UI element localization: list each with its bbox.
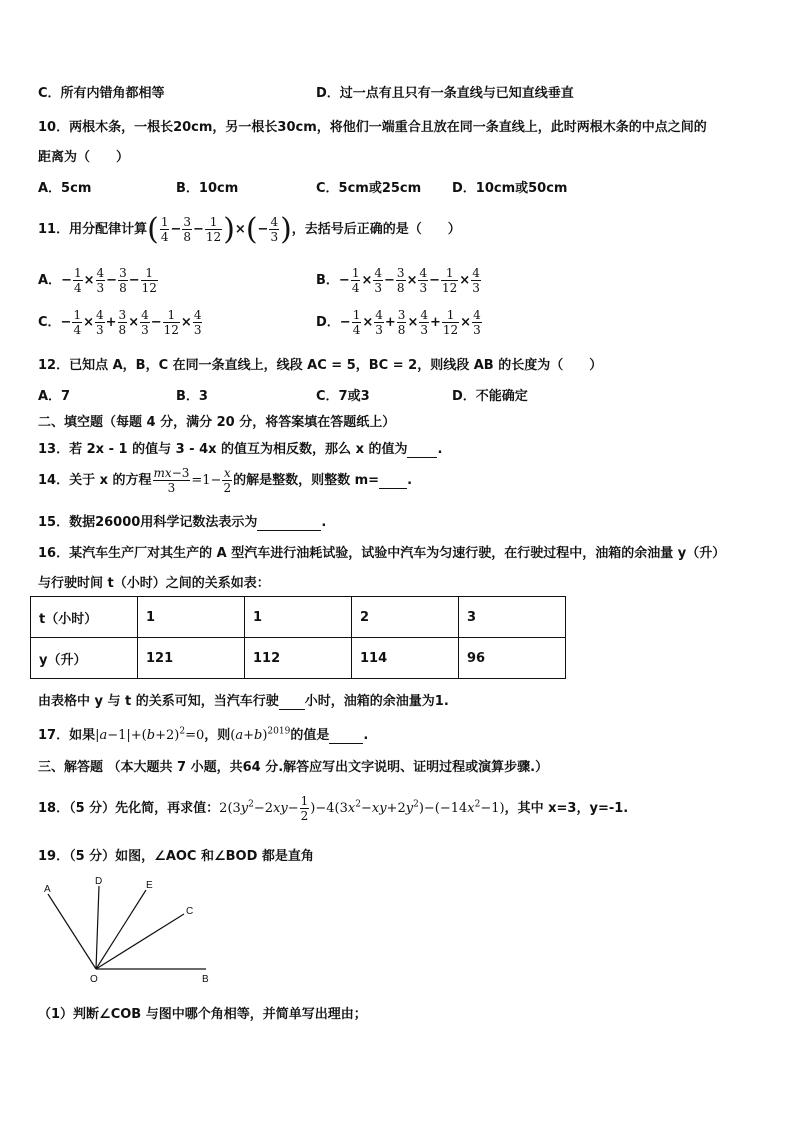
q12-option-a: A．7 bbox=[38, 389, 71, 404]
q10-option-d: D．10cm或50cm bbox=[452, 181, 568, 196]
label-d: D bbox=[95, 876, 103, 887]
q11-option-c: C．− $\frac{1}{4}$ × $\frac{4}{3}$ + $\frac{3}{8}$ × $\frac{4}{3}$ − $\frac{1}{12}$ × $\frac{4}{3}$ bbox=[38, 308, 202, 337]
q12-option-c: C．7或3 bbox=[316, 389, 370, 404]
q11-option-d: D．− $\frac{1}{4}$ × $\frac{4}{3}$ + $\frac{3}{8}$ × $\frac{4}{3}$ + $\frac{1}{12}$ × $\frac{4}{3}$ bbox=[316, 308, 481, 337]
table-cell: 1 bbox=[138, 597, 245, 638]
q15-question: 15．数据26000用科学记数法表示为 . bbox=[38, 515, 327, 530]
ray-oc bbox=[96, 914, 184, 969]
label-e: E bbox=[146, 880, 153, 891]
table-cell: 121 bbox=[138, 638, 245, 679]
section-3-heading: 三、解答题 （本大题共 7 小题，共64 分.解答应写出文字说明、证明过程或演算步骤.） bbox=[38, 760, 549, 775]
table-cell: 114 bbox=[352, 638, 459, 679]
q11-question: 11．用分配律计算( $\frac{1}{4}$ − $\frac{3}{8}$ − $\frac{1}{12}$ )×(− $\frac{4}{3}$ )，去括号后正确的是（ ） bbox=[38, 212, 461, 247]
q10-option-b: B．10cm bbox=[176, 181, 239, 196]
table-cell: 2 bbox=[352, 597, 459, 638]
q9-option-d: D．过一点有且只有一条直线与已知直线垂直 bbox=[316, 86, 574, 101]
q9-option-c: C．所有内错角都相等 bbox=[38, 86, 165, 101]
q12-text: 12．已知点 A，B，C 在同一条直线上，线段 AC = 5，BC = 2，则线段 AB 的长度为（ ） bbox=[38, 358, 603, 373]
table-cell: 1 bbox=[245, 597, 352, 638]
q10-option-a: A．5cm bbox=[38, 181, 92, 196]
q12-option-d: D．不能确定 bbox=[452, 389, 528, 404]
table-row bbox=[31, 597, 566, 638]
q10-text-line2: 距离为（ ） bbox=[38, 150, 130, 165]
q11-option-a: A．− $\frac{1}{4}$ × $\frac{4}{3}$ − $\frac{3}{8}$ − $\frac{1}{12}$ bbox=[38, 266, 157, 295]
table-cell: y（升） bbox=[31, 638, 138, 679]
q14-question: 14．关于 x 的方程 $\frac{mx-3}{3}$ =1− $\frac{x}{2}$ 的解是整数，则整数 m= . bbox=[38, 466, 413, 495]
q19-subquestion-1: （1）判断∠COB 与图中哪个角相等，并简单写出理由； bbox=[38, 1007, 367, 1022]
ray-od bbox=[96, 886, 99, 969]
table-cell: 3 bbox=[459, 597, 566, 638]
ray-oe bbox=[96, 890, 146, 969]
q10-option-c: C．5cm或25cm bbox=[316, 181, 422, 196]
table-cell: 96 bbox=[459, 638, 566, 679]
q16-text-line1: 16．某汽车生产厂对其生产的 A 型汽车进行油耗试验，试验中汽车为匀速行驶，在行驶过程中，油箱的余油量 y（升） bbox=[38, 546, 726, 561]
q12-option-b: B．3 bbox=[176, 389, 208, 404]
q10-text-line1: 10．两根木条，一根长20cm，另一根长30cm，将他们一端重合且放在同一条直线上，此时两根木条的中点之间的 bbox=[38, 120, 707, 135]
label-o: O bbox=[90, 974, 98, 985]
q17-question: 17．如果$|a-1|+(b+2)^2=0$，则$(a+b)^{2019}$的值是 . bbox=[38, 726, 369, 743]
q18-question: 18．（5 分）先化简，再求值：$2(3y^2-2xy-$ $\frac{1}{2}$ )$-4(3x^2-xy+2y^2)-(-14x^2-1)$，其中 x=3，y=-1. bbox=[38, 794, 629, 823]
q11-suffix: ，去括号后正确的是（ ） bbox=[291, 222, 461, 237]
q16-followup: 由表格中 y 与 t 的关系可知，当汽车行驶 小时，油箱的余油量为1. bbox=[38, 694, 449, 709]
q16-table bbox=[30, 596, 566, 679]
q11-option-b: B．− $\frac{1}{4}$ × $\frac{4}{3}$ − $\frac{3}{8}$ × $\frac{4}{3}$ − $\frac{1}{12}$ × $\frac{4}{3}$ bbox=[316, 266, 480, 295]
table-row bbox=[31, 638, 566, 679]
q19-text: 19．（5 分）如图，∠AOC 和∠BOD 都是直角 bbox=[38, 849, 314, 864]
ray-oa bbox=[48, 894, 96, 969]
table-cell: t（小时） bbox=[31, 597, 138, 638]
label-a: A bbox=[44, 884, 51, 895]
label-b: B bbox=[202, 974, 209, 985]
q16-text-line2: 与行驶时间 t（小时）之间的关系如表： bbox=[38, 576, 270, 591]
q13-question: 13．若 2x - 1 的值与 3 - 4x 的值互为相反数，那么 x 的值为 . bbox=[38, 442, 443, 457]
section-2-heading: 二、填空题（每题 4 分，满分 20 分，将答案填在答题纸上） bbox=[38, 415, 396, 430]
q19-angle-figure bbox=[36, 872, 226, 987]
label-c: C bbox=[186, 906, 194, 917]
q11-prefix: 11．用分配律计算 bbox=[38, 222, 148, 237]
table-cell: 112 bbox=[245, 638, 352, 679]
